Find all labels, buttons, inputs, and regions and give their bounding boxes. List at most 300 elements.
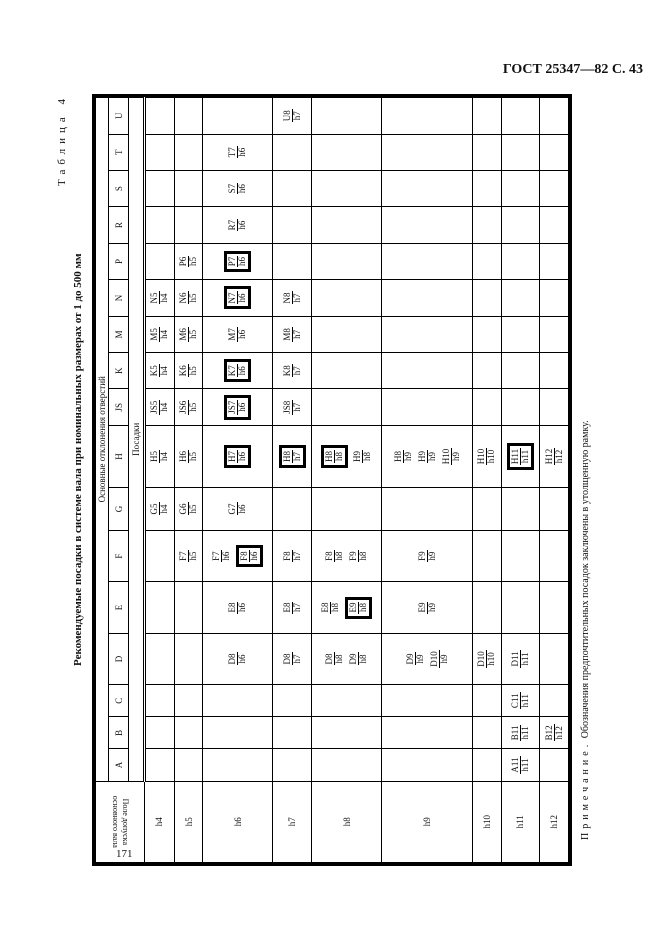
fit-hole: E8 [320, 602, 331, 613]
fit-cell-js [174, 389, 203, 425]
fit-cell-r [145, 207, 175, 243]
fit-cell-h [473, 425, 502, 487]
fit-hole: H10 [440, 448, 451, 465]
fit-cell-s [473, 170, 502, 206]
fit-cell-t [174, 134, 203, 170]
fit [150, 502, 169, 515]
fit-cell-f [540, 530, 569, 581]
fit-cell-f [473, 530, 502, 581]
fit-cell-js [273, 389, 312, 425]
fit-cell-c [382, 685, 473, 717]
fit-cell-e [273, 582, 312, 633]
fit-hole: A11 [509, 757, 520, 773]
fit-hole: M8 [281, 328, 292, 341]
fit-cell-u [501, 98, 540, 135]
fit-shaft: h8 [362, 451, 373, 461]
fit-cell-g [312, 488, 382, 531]
fit-cell-e [312, 582, 382, 633]
fit-hole: H8 [392, 450, 403, 462]
fit-cell-e [145, 582, 175, 633]
fit-hole: N6 [178, 292, 189, 304]
fit-cell-d [382, 633, 473, 684]
fit-cell-s [540, 170, 569, 206]
fit-shaft: h6 [237, 451, 248, 461]
fit-shaft: h5 [188, 329, 199, 339]
fit-cell-n [382, 280, 473, 316]
fit-cell-r [312, 207, 382, 243]
fit-hole: H6 [178, 450, 189, 462]
fit-shaft: h9 [426, 603, 437, 613]
fit-cell-b [501, 717, 540, 749]
column-header-r: R [109, 207, 129, 243]
shaft-tolerance-label: h11 [501, 781, 540, 862]
fit-shaft: h5 [188, 451, 199, 461]
fit [228, 183, 247, 195]
fit-shaft: h9 [426, 451, 437, 461]
fit-shaft: h6 [237, 654, 248, 664]
fit-cell-js [145, 389, 175, 425]
fit-cell-n [174, 280, 203, 316]
fit [283, 364, 302, 377]
fit-cell-s [312, 170, 382, 206]
fit-cell-n [473, 280, 502, 316]
column-header-n: N [109, 280, 129, 316]
fit-hole: M6 [178, 328, 189, 341]
fit-shaft: h6 [237, 257, 248, 267]
fit [150, 327, 169, 342]
fit-cell-k [473, 353, 502, 389]
column-header-p: P [109, 243, 129, 279]
fit-cell-t [203, 134, 273, 170]
fit-cell-c [540, 685, 569, 717]
note-text: Обозначения предпочтительных посадок заключены в утолщенную рамку. [580, 420, 591, 739]
fit-shaft: h12 [553, 726, 564, 740]
fit-shaft: h9 [450, 451, 461, 461]
fit-hole: F8 [324, 551, 335, 561]
fit-shaft: h7 [291, 111, 302, 121]
fit-cell-js [382, 389, 473, 425]
fit-shaft: h9 [438, 654, 449, 664]
fit-cell-p [473, 243, 502, 279]
fit-hole: H12 [543, 448, 554, 465]
preferred-fit [224, 251, 251, 273]
fit-shaft: h4 [159, 402, 170, 412]
fit-hole: F7 [211, 551, 222, 561]
column-header-s: S [109, 170, 129, 206]
fit [511, 725, 530, 742]
fit [283, 400, 302, 415]
column-header-js: JS [109, 389, 129, 425]
fit-cell-g [540, 488, 569, 531]
fit-cell-r [473, 207, 502, 243]
fit-cell-g [145, 488, 175, 531]
fit [228, 602, 247, 614]
fit-cell-c [174, 685, 203, 717]
fit-shaft: h7 [291, 551, 302, 561]
fit-cell-h [382, 425, 473, 487]
fit-cell-b [145, 717, 175, 749]
fit-cell-u [145, 98, 175, 135]
fit [179, 291, 198, 304]
fit-cell-n [273, 280, 312, 316]
fit-cell-u [540, 98, 569, 135]
fit-hole: B12 [543, 725, 554, 741]
fit-hole: E8 [281, 602, 292, 613]
shaft-tolerance-label: h6 [203, 781, 273, 862]
fit-cell-e [203, 582, 273, 633]
fit-hole: D10 [428, 651, 439, 667]
fit-hole: H11 [509, 448, 520, 465]
fit-shaft: h9 [426, 551, 437, 561]
fit [418, 550, 437, 562]
fit-shaft: h6 [237, 293, 248, 303]
fit-shaft: h8 [334, 451, 345, 461]
fit-cell-g [473, 488, 502, 531]
fit-cell-m [312, 316, 382, 352]
fit-hole: D9 [404, 653, 415, 665]
fit-cell-k [540, 353, 569, 389]
fit-shaft: h6 [237, 402, 248, 412]
fit-cell-p [540, 243, 569, 279]
fit-cell-m [473, 316, 502, 352]
fit-shaft: h10 [486, 652, 497, 666]
fit [545, 724, 564, 741]
fit-cell-h [501, 425, 540, 487]
fit-cell-u [312, 98, 382, 135]
fit-cell-t [473, 134, 502, 170]
fit-hole: H7 [227, 450, 238, 462]
fit-hole: G6 [178, 503, 189, 515]
table-row [203, 98, 273, 863]
fit-cell-g [501, 488, 540, 531]
fit [150, 364, 169, 377]
fit-cell-e [382, 582, 473, 633]
fit-cell-g [273, 488, 312, 531]
fit-cell-t [273, 134, 312, 170]
column-header-d: D [109, 633, 129, 684]
fit-cell-c [473, 685, 502, 717]
fit-cell-g [203, 488, 273, 531]
table-label: Таблица 4 [56, 93, 68, 186]
fit-cell-k [312, 353, 382, 389]
fit-shaft: h11 [519, 726, 530, 740]
fit-cell-s [145, 170, 175, 206]
fit-hole: D8 [227, 653, 238, 665]
fit-cell-t [145, 134, 175, 170]
shaft-tolerance-label: h12 [540, 781, 569, 862]
fit-cell-t [501, 134, 540, 170]
fit-shaft: h10 [486, 449, 497, 464]
fit-hole: E9 [416, 602, 427, 613]
fit-cell-p [145, 243, 175, 279]
fit-cell-n [501, 280, 540, 316]
fit-shaft: h6 [237, 184, 248, 194]
fit-cell-r [203, 207, 273, 243]
fit-cell-s [501, 170, 540, 206]
fit-cell-n [203, 280, 273, 316]
preferred-fit [345, 597, 372, 619]
table-row [174, 98, 203, 863]
fit-hole: D8 [324, 653, 335, 665]
fit-shaft: h6 [249, 551, 260, 561]
fit [179, 400, 198, 415]
fit-cell-t [312, 134, 382, 170]
fit-hole: H8 [281, 450, 292, 462]
fit-hole: D9 [348, 653, 359, 665]
fit-cell-d [174, 633, 203, 684]
fit-cell-d [145, 633, 175, 684]
fit-cell-js [312, 389, 382, 425]
fit-cell-c [273, 685, 312, 717]
fit-cell-a [540, 749, 569, 781]
fit [228, 146, 247, 158]
table-row [540, 98, 569, 863]
fit-cell-js [540, 389, 569, 425]
fit-cell-b [473, 717, 502, 749]
fit-cell-b [273, 717, 312, 749]
fit-cell-g [382, 488, 473, 531]
fit [477, 650, 496, 668]
fit-shaft: h11 [519, 652, 530, 666]
table-row [145, 98, 175, 863]
fit-shaft: h8 [358, 603, 369, 613]
fit [511, 650, 530, 667]
fit-cell-u [273, 98, 312, 135]
fit [442, 448, 461, 466]
fit-cell-u [203, 98, 273, 135]
fit-cell-m [203, 316, 273, 352]
fit [179, 256, 198, 268]
fit-shaft: h4 [159, 293, 170, 303]
preferred-fit [507, 443, 534, 470]
fit-cell-js [473, 389, 502, 425]
fit-cell-m [174, 316, 203, 352]
fit-cell-e [174, 582, 203, 633]
fit-cell-h [273, 425, 312, 487]
column-header-b: B [109, 717, 129, 749]
fit [283, 550, 302, 562]
fit-cell-a [312, 749, 382, 781]
fit-cell-r [382, 207, 473, 243]
fit-cell-u [174, 98, 203, 135]
fit-cell-d [273, 633, 312, 684]
preferred-fit [224, 395, 251, 420]
fit-shaft: h4 [159, 504, 170, 514]
fit-hole: G7 [227, 503, 238, 515]
fit [418, 602, 437, 614]
fit [150, 450, 169, 463]
fit-cell-h [203, 425, 273, 487]
fit-cell-s [382, 170, 473, 206]
fit-cell-e [473, 582, 502, 633]
fit-hole: F9 [416, 551, 427, 561]
fit [477, 448, 496, 466]
fit-cell-s [174, 170, 203, 206]
fit [394, 450, 413, 463]
fit [150, 291, 169, 304]
fit-hole: F7 [178, 551, 189, 561]
fit-cell-p [382, 243, 473, 279]
fit-shaft: h8 [334, 551, 345, 561]
preferred-fit [224, 286, 251, 309]
column-header-k: K [109, 353, 129, 389]
fit-cell-c [501, 685, 540, 717]
fit-shaft: h6 [237, 504, 248, 514]
fit-cell-m [273, 316, 312, 352]
fit-cell-h [312, 425, 382, 487]
fit-hole: D11 [509, 651, 520, 667]
preferred-fit [224, 445, 251, 468]
fit-hole: M7 [227, 328, 238, 341]
note-prefix: Примечание. [580, 740, 591, 840]
fit-cell-a [473, 749, 502, 781]
fit-shaft: h6 [237, 329, 248, 339]
fit-hole: B11 [509, 725, 520, 741]
fit-hole: JS7 [227, 400, 238, 414]
fit-cell-k [273, 353, 312, 389]
fit-cell-c [203, 685, 273, 717]
fit [430, 650, 449, 668]
fit [321, 602, 340, 614]
fit [179, 450, 198, 463]
fit-hole: N5 [149, 292, 160, 304]
fit-shaft: h6 [237, 147, 248, 157]
fit [545, 448, 564, 466]
fit [228, 652, 247, 665]
fit-hole: E8 [227, 602, 238, 613]
fit-cell-t [540, 134, 569, 170]
corner-header [96, 781, 145, 862]
fit-hole: H9 [416, 450, 427, 462]
fit-cell-s [273, 170, 312, 206]
fit-hole: K5 [149, 365, 160, 377]
fit-cell-k [174, 353, 203, 389]
fit-shaft: h12 [553, 449, 564, 464]
column-header-f: F [109, 530, 129, 581]
fit-hole: K6 [178, 365, 189, 377]
fit-hole: N7 [227, 292, 238, 304]
fit-hole: JS8 [281, 400, 292, 414]
fit [228, 327, 247, 342]
column-header-m: M [109, 316, 129, 352]
fit [283, 602, 302, 614]
fit-hole: C11 [509, 693, 520, 709]
fit [283, 652, 302, 665]
fit-cell-js [203, 389, 273, 425]
fit-shaft: h6 [237, 366, 248, 376]
fit-cell-f [382, 530, 473, 581]
fit-hole: M5 [149, 328, 160, 341]
fit-cell-c [312, 685, 382, 717]
fit-cell-p [501, 243, 540, 279]
fit-shaft: h6 [237, 603, 248, 613]
fit-cell-k [203, 353, 273, 389]
fit-cell-d [203, 633, 273, 684]
fit-cell-a [145, 749, 175, 781]
preferred-fit [224, 359, 251, 382]
fit-shaft: h7 [291, 402, 302, 412]
fit-cell-r [273, 207, 312, 243]
fit-cell-d [312, 633, 382, 684]
fit-hole: R7 [227, 219, 238, 231]
fit [325, 652, 344, 665]
fit-hole: D8 [281, 653, 292, 665]
fit-shaft: h4 [159, 366, 170, 376]
corner-label: Поле допуска основного вала [111, 795, 130, 848]
column-header-u: U [109, 98, 129, 135]
fit-cell-d [501, 633, 540, 684]
fit-hole: F8 [239, 551, 250, 561]
fit [228, 219, 247, 232]
fit-cell-s [203, 170, 273, 206]
fit [283, 109, 302, 122]
column-header-e: E [109, 582, 129, 633]
fit-hole: P7 [227, 256, 238, 267]
fit-cell-p [312, 243, 382, 279]
fit [179, 502, 198, 515]
column-header-h: H [109, 425, 129, 487]
fit-cell-p [203, 243, 273, 279]
fit-shaft: h9 [402, 451, 413, 461]
fit-cell-f [203, 530, 273, 581]
fit-shaft: h5 [188, 257, 199, 267]
group-header: Основные отклонения отверстий [96, 98, 109, 782]
fit-cell-f [501, 530, 540, 581]
fit-hole: H5 [149, 450, 160, 462]
fit-shaft: h7 [291, 654, 302, 664]
fit-cell-k [145, 353, 175, 389]
column-header-g: G [109, 488, 129, 531]
fit [349, 652, 368, 665]
fit-shaft: h8 [358, 654, 369, 664]
fit [511, 692, 530, 709]
fit [179, 550, 198, 562]
fit-cell-m [382, 316, 473, 352]
fit [150, 400, 169, 415]
fit [179, 364, 198, 377]
preferred-fit [321, 445, 348, 468]
fit-shaft: h7 [291, 451, 302, 461]
fit-shaft: h8 [330, 603, 341, 613]
fit [511, 756, 530, 773]
fit-cell-k [501, 353, 540, 389]
fit-shaft: h11 [519, 694, 530, 708]
column-header-t: T [109, 134, 129, 170]
fit-cell-u [473, 98, 502, 135]
fit-cell-a [203, 749, 273, 781]
shaft-tolerance-label: h8 [312, 781, 382, 862]
fit-cell-f [273, 530, 312, 581]
preferred-fit [279, 445, 306, 468]
fit-cell-g [174, 488, 203, 531]
fit-shaft: h6 [221, 551, 232, 561]
fit-cell-f [145, 530, 175, 581]
fit-shaft: h11 [519, 758, 530, 772]
shaft-tolerance-label: h7 [273, 781, 312, 862]
shaft-tolerance-label: h10 [473, 781, 502, 862]
fit-hole: F9 [348, 551, 359, 561]
fit-cell-h [145, 425, 175, 487]
fit-shaft: h7 [291, 366, 302, 376]
fit-cell-u [382, 98, 473, 135]
fit-shaft: h8 [334, 654, 345, 664]
fit-cell-f [312, 530, 382, 581]
fit-cell-b [540, 717, 569, 749]
fit-cell-a [174, 749, 203, 781]
fit-shaft: h8 [358, 551, 369, 561]
table-row [501, 98, 540, 863]
fit-shaft: h11 [519, 449, 530, 464]
